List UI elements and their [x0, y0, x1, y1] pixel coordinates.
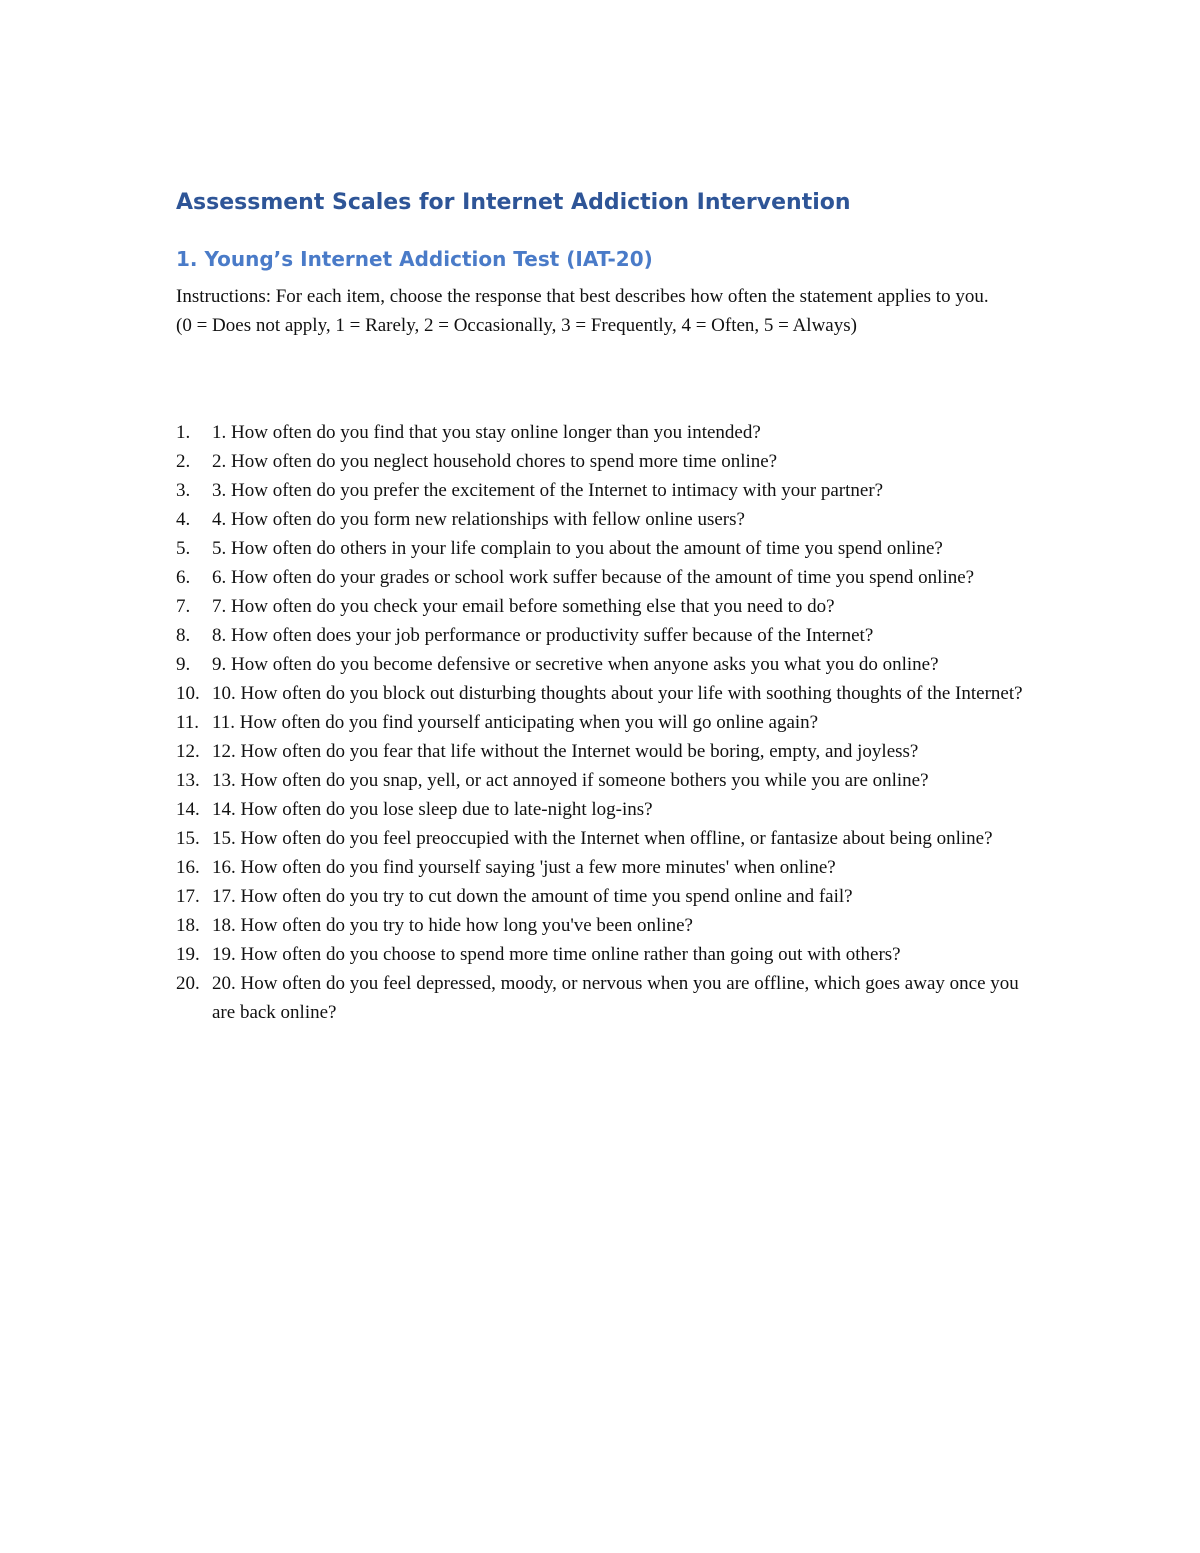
list-item [176, 940, 1036, 969]
list-item [176, 621, 1036, 650]
list-item-text: 16. How often do you find yourself saying 'just a few more minutes' when online? [212, 857, 836, 878]
list-item-text: 10. How often do you block out disturbing thoughts about your life with soothing thoughts of the Internet? [212, 683, 1023, 704]
list-item-text: 11. How often do you find yourself anticipating when you will go online again? [212, 712, 819, 733]
list-item-number: 16. [176, 857, 200, 878]
list-item-text: 17. How often do you try to cut down the amount of time you spend online and fail? [212, 886, 853, 907]
list-item [176, 563, 1036, 592]
list-item [176, 737, 1036, 766]
list-item-number: 1. [176, 422, 191, 443]
list-item [176, 824, 1036, 853]
list-item [176, 969, 1036, 1027]
list-item-text: 6. How often do your grades or school work suffer because of the amount of time you spend online? [212, 567, 975, 588]
list-item-text: 19. How often do you choose to spend more time online rather than going out with others? [212, 944, 901, 965]
list-item-text: 9. How often do you become defensive or secretive when anyone asks you what you do online? [212, 654, 939, 675]
list-item-number: 11. [176, 712, 200, 733]
list-item-text: 20. How often do you feel depressed, moody, or nervous when you are offline, which goes away once you are back online? [212, 973, 1019, 1023]
section-heading: 1. Young’s Internet Addiction Test (IAT-20) [176, 247, 653, 271]
list-item-text: 2. How often do you neglect household chores to spend more time online? [212, 451, 778, 472]
list-item [176, 447, 1036, 476]
list-item-text: 15. How often do you feel preoccupied with the Internet when offline, or fantasize about being online? [212, 828, 993, 849]
list-item-number: 10. [176, 683, 200, 704]
list-item [176, 911, 1036, 940]
list-item-text: 18. How often do you try to hide how long you've been online? [212, 915, 693, 936]
list-item-number: 17. [176, 886, 200, 907]
list-item-text: 12. How often do you fear that life without the Internet would be boring, empty, and joyless? [212, 741, 919, 762]
list-item-number: 4. [176, 509, 191, 530]
list-item-text: 8. How often does your job performance or productivity suffer because of the Internet? [212, 625, 874, 646]
list-item [176, 795, 1036, 824]
list-item-text: 13. How often do you snap, yell, or act annoyed if someone bothers you while you are online? [212, 770, 929, 791]
list-item [176, 418, 1036, 447]
list-item-number: 7. [176, 596, 191, 617]
list-item-number: 8. [176, 625, 191, 646]
list-item-number: 9. [176, 654, 191, 675]
list-item [176, 592, 1036, 621]
list-item-number: 13. [176, 770, 200, 791]
instructions-text: Instructions: For each item, choose the response that best describes how often the statement applies to you. [176, 286, 989, 307]
list-item-number: 6. [176, 567, 191, 588]
list-item [176, 882, 1036, 911]
list-item-number: 12. [176, 741, 200, 762]
question-list [176, 418, 1036, 1027]
list-item-number: 18. [176, 915, 200, 936]
list-item [176, 534, 1036, 563]
list-item-text: 5. How often do others in your life complain to you about the amount of time you spend online? [212, 538, 943, 559]
scale-legend: (0 = Does not apply, 1 = Rarely, 2 = Occasionally, 3 = Frequently, 4 = Often, 5 = Always) [176, 315, 857, 336]
list-item [176, 708, 1036, 737]
list-item [176, 766, 1036, 795]
list-item-number: 15. [176, 828, 200, 849]
list-item [176, 476, 1036, 505]
list-item [176, 505, 1036, 534]
instructions-block [176, 282, 996, 340]
list-item-number: 19. [176, 944, 200, 965]
list-item [176, 650, 1036, 679]
list-item-number: 3. [176, 480, 191, 501]
list-item-text: 1. How often do you find that you stay online longer than you intended? [212, 422, 761, 443]
document-title: Assessment Scales for Internet Addiction Intervention [176, 190, 851, 215]
list-item-text: 7. How often do you check your email before something else that you need to do? [212, 596, 835, 617]
list-item-text: 14. How often do you lose sleep due to late-night log-ins? [212, 799, 653, 820]
list-item [176, 679, 1036, 708]
list-item-number: 5. [176, 538, 191, 559]
list-item-text: 3. How often do you prefer the excitement of the Internet to intimacy with your partner? [212, 480, 884, 501]
list-item-number: 14. [176, 799, 200, 820]
list-item-text: 4. How often do you form new relationships with fellow online users? [212, 509, 745, 530]
list-item [176, 853, 1036, 882]
list-item-number: 20. [176, 973, 200, 994]
list-item-number: 2. [176, 451, 191, 472]
